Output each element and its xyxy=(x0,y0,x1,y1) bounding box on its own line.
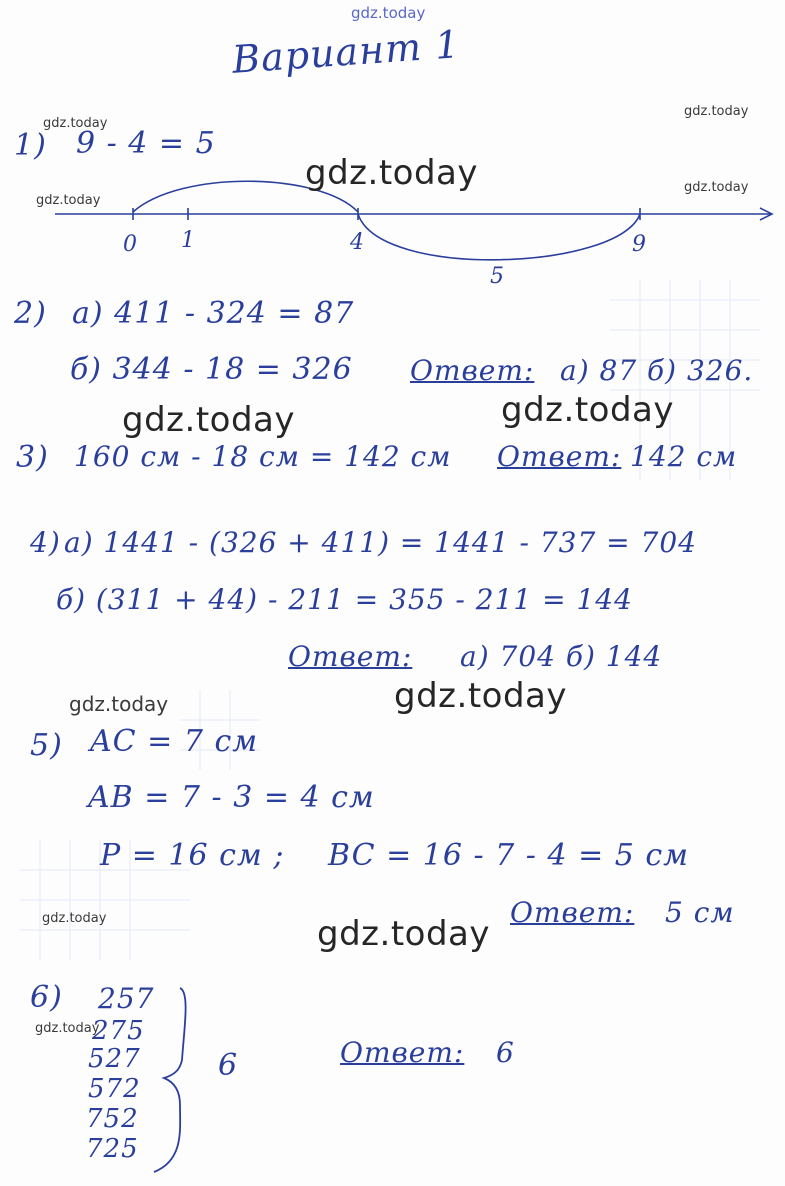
task4-answer: а) 704 б) 144 xyxy=(460,640,663,673)
watermark-small: gdz.today xyxy=(684,180,749,195)
task5-line-ab: AB = 7 - 3 = 4 см xyxy=(88,780,375,815)
task5-number: 5) xyxy=(30,728,63,763)
task3-answer: 142 см xyxy=(630,440,738,473)
task6-answer-word: Ответ: xyxy=(340,1036,465,1069)
task5-line-p: P = 16 см ; xyxy=(100,838,285,873)
watermark-large: gdz.today xyxy=(305,153,478,193)
task3-number: 3) xyxy=(16,440,49,475)
variant-title: Вариант 1 xyxy=(230,22,462,82)
task5-answer-word: Ответ: xyxy=(510,896,635,929)
site-watermark-top: gdz.today xyxy=(351,4,426,22)
number-line xyxy=(0,0,785,300)
task4-part-b: б) (311 + 44) - 211 = 355 - 211 = 144 xyxy=(56,583,633,616)
number-line-label-0: 0 xyxy=(123,232,137,257)
task6-permutation: 752 xyxy=(86,1104,139,1134)
watermark-small: gdz.today xyxy=(36,193,101,208)
watermark-small: gdz.today xyxy=(42,911,107,926)
task6-permutation: 572 xyxy=(88,1074,141,1104)
watermark-large: gdz.today xyxy=(394,676,567,716)
task6-permutation: 257 xyxy=(98,982,155,1015)
task2-part-b: б) 344 - 18 = 326 xyxy=(70,352,353,387)
curly-brace xyxy=(140,980,200,1180)
watermark-large: gdz.today xyxy=(122,400,295,440)
task3-answer-word: Ответ: xyxy=(497,440,622,473)
number-line-label-9: 9 xyxy=(632,232,646,257)
task4-answer-word: Ответ: xyxy=(288,640,413,673)
task5-line-ac: AC = 7 см xyxy=(90,724,259,759)
task6-count: 6 xyxy=(218,1048,239,1083)
task3-expression: 160 см - 18 см = 142 см xyxy=(74,440,452,473)
task5-line-bc: BC = 16 - 7 - 4 = 5 см xyxy=(328,838,690,873)
task6-permutation: 725 xyxy=(86,1134,139,1164)
watermark-small: gdz.today xyxy=(35,1021,100,1036)
number-line-label-1: 1 xyxy=(181,228,195,253)
task1-expression: 9 - 4 = 5 xyxy=(76,126,216,161)
number-line-label-4: 4 xyxy=(350,230,364,255)
watermark-large: gdz.today xyxy=(501,390,674,430)
task6-permutation: 275 xyxy=(92,1016,145,1046)
task6-permutation: 527 xyxy=(88,1044,141,1074)
watermark-medium: gdz.today xyxy=(69,692,169,716)
task4-number: 4) xyxy=(30,526,61,559)
task4-part-a: а) 1441 - (326 + 411) = 1441 - 737 = 704 xyxy=(64,526,697,559)
task5-answer: 5 см xyxy=(665,896,735,929)
task6-answer: 6 xyxy=(496,1036,515,1069)
watermark-small: gdz.today xyxy=(684,104,749,119)
task2-answer-word: Ответ: xyxy=(410,354,535,387)
task2-answer: а) 87 б) 326. xyxy=(560,354,754,387)
watermark-large: gdz.today xyxy=(317,914,490,954)
task6-number: 6) xyxy=(30,980,63,1015)
number-line-arc-label: 5 xyxy=(490,264,504,289)
task1-number: 1) xyxy=(14,128,47,163)
task2-number: 2) xyxy=(14,296,47,331)
task2-part-a: а) 411 - 324 = 87 xyxy=(72,296,355,331)
watermark-small: gdz.today xyxy=(43,116,108,131)
